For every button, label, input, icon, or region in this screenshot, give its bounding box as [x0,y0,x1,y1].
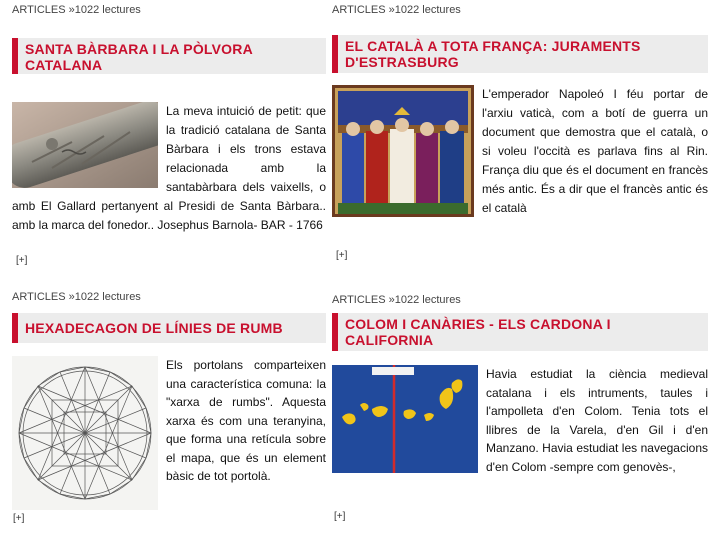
article-excerpt: L'emperador Napoleó I féu portar de l'arxiu vaticà, com a botí de guerra un document que demostra que el català, o si voleu l'occità es parlava fins al Rin. França diu que és el document en francès més antic. És a dir que el francès antic és el català [482,87,708,215]
article-meta: ARTICLES »1022 lectures [332,4,461,16]
article-title[interactable]: HEXADECAGON DE LÍNIES DE RUMB [12,313,326,343]
article-meta: ARTICLES »1022 lectures [12,4,141,16]
read-more-link[interactable]: [+] [16,255,28,266]
article-excerpt: Havia estudiat la ciència medieval catalana i els intruments, taules i l'ampolleta d'en Colom. Tenia tots el llibres de la Varela, d'en Gil i d'en Manzano. Havia estudiat les navegacions d'en Colom -sempre com genovès-, [486,367,708,474]
article-meta: ARTICLES »1022 lectures [12,291,141,303]
article-card [332,3,708,261]
article-title[interactable]: SANTA BÀRBARA I LA PÒLVORA CATALANA [12,38,326,74]
article-card [332,293,708,522]
article-title[interactable]: EL CATALÀ A TOTA FRANÇA: JURAMENTS D'ESTRASBURG [332,35,708,73]
article-excerpt: Els portolans comparteixen una característica comuna: la "xarxa de rumbs". Aquesta xarxa és com una teranyina, que forma una retícula sobre el mapa, que és un element bàsic de tot portolà. [166,358,326,483]
canary-islands-map-thumbnail[interactable] [332,365,478,473]
medieval-miniature-thumbnail[interactable] [332,85,474,217]
rhumb-line-diagram-thumbnail[interactable] [12,356,158,510]
read-more-link[interactable]: [+] [13,513,25,524]
article-excerpt: La meva intuició de petit: que la tradició catalana de Santa Bàrbara i els trons estava relacionada amb la santabàrbara dels vaixells, o amb El Gallard pertanyent al Presidi de Santa Bàrbara.. amb la marca del fonedor.. Josephus Barnola- BAR - 1766 [12,104,326,232]
article-title[interactable]: COLOM I CANÀRIES - ELS CARDONA I CALIFORNIA [332,313,708,351]
article-meta: ARTICLES »1022 lectures [332,294,461,306]
article-card [12,3,326,266]
article-card [12,290,326,524]
read-more-link[interactable]: [+] [336,250,348,261]
bronze-cannon-thumbnail[interactable] [12,102,158,188]
read-more-link[interactable]: [+] [334,511,346,522]
